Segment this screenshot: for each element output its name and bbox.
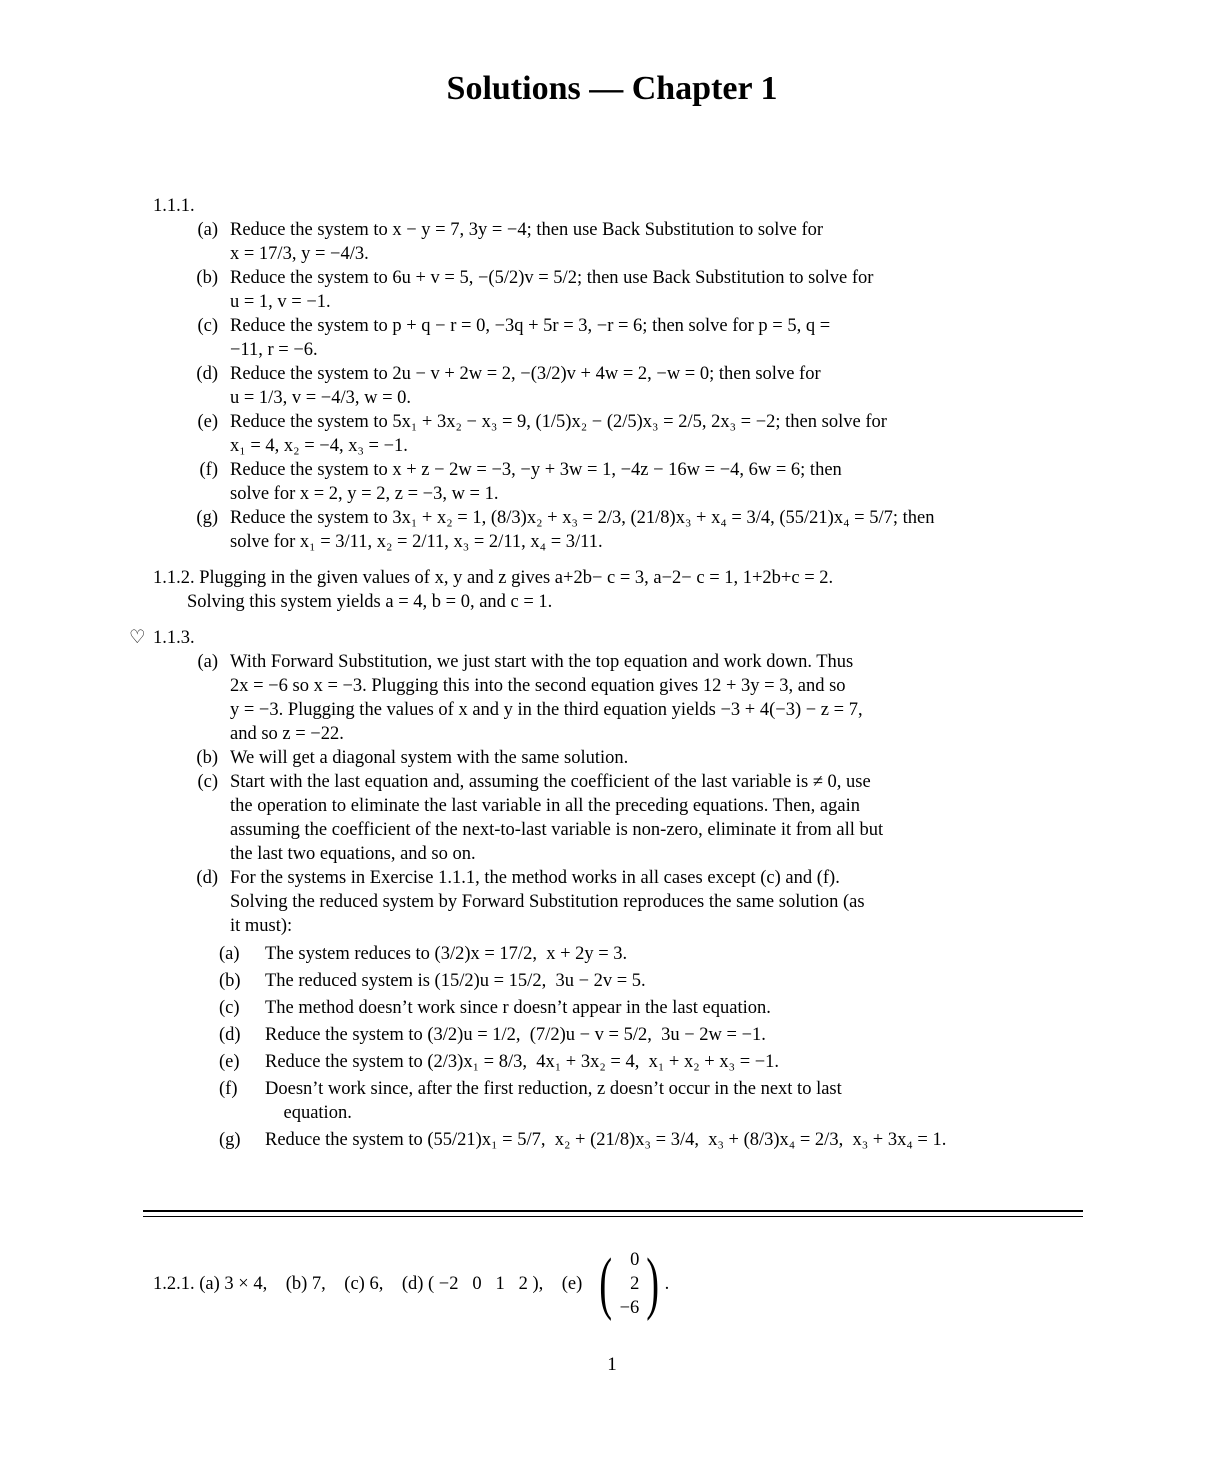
item-text (218, 314, 1083, 362)
exercise-label: 1.1.3. (153, 628, 195, 648)
sub-item (219, 1128, 1083, 1152)
sub-item (219, 1023, 1083, 1047)
item-line: Reduce the system to 6u + v = 5, −(5/2)v = 5/2; then use Back Substitution to solve for (230, 268, 874, 288)
item-line: For the systems in Exercise 1.1.1, the method works in all cases except (c) and (f). (230, 868, 840, 888)
item-line: 2x = −6 so x = −3. Plugging this into the second equation gives 12 + 3y = 3, and so (230, 676, 846, 696)
sub-item-line: Reduce the system to (2/3)x₁ = 8/3, 4x₁ + 3x₂ = 4, x₁ + x₂ + x₃ = −1. (265, 1052, 780, 1072)
exercise-1-1-3 (129, 626, 1083, 1152)
item-text (218, 458, 1083, 506)
section-divider (143, 1210, 1083, 1217)
sentence-end: . (664, 1273, 670, 1294)
item-line: Reduce the system to p + q − r = 0, −3q + 5r = 3, −r = 6; then solve for p = 5, q = (230, 316, 831, 336)
vector-entry: −6 (619, 1298, 640, 1318)
sub-item-text (265, 942, 1083, 966)
sub-item-label: (g) (219, 1130, 241, 1150)
item-text (218, 410, 1083, 458)
list-item (153, 746, 1083, 770)
list-item (153, 218, 1083, 266)
item-label: (b) (196, 748, 218, 768)
list-item (153, 866, 1083, 938)
item-text (218, 770, 1083, 866)
exercise-1-2-1 (153, 1245, 1083, 1322)
item-text (218, 362, 1083, 410)
item-label: (a) (197, 652, 218, 672)
item-line-cont: u = 1, v = −1. (230, 292, 331, 312)
item-line-cont: x = 17/3, y = −4/3. (230, 244, 369, 264)
item-line: We will get a diagonal system with the same solution. (230, 748, 629, 768)
right-paren: ) (646, 1245, 660, 1322)
sub-item-text (265, 1050, 1083, 1074)
exercise-label: 1.1.1. (153, 196, 195, 216)
item-label: (e) (197, 412, 218, 432)
item-line: Reduce the system to x − y = 7, 3y = −4; then use Back Substitution to solve for (230, 220, 824, 240)
sub-item-text (265, 1128, 1083, 1152)
item-label: (a) (197, 220, 218, 240)
item-text (218, 218, 1083, 266)
item-line: Reduce the system to x + z − 2w = −3, −y + 3w = 1, −4z − 16w = −4, 6w = 6; then (230, 460, 842, 480)
item-line: the operation to eliminate the last variable in all the preceding equations. Then, again (230, 796, 860, 816)
sub-item-text (265, 1023, 1083, 1047)
list-item (153, 770, 1083, 866)
sub-item-line: Doesn’t work since, after the first reduction, z doesn’t occur in the next to last (265, 1079, 842, 1099)
exercise-1-1-1 (153, 194, 1083, 554)
item-label: (d) (196, 364, 218, 384)
item-line: y = −3. Plugging the values of x and y in the third equation yields −3 + 4(−3) − z = 7, (230, 700, 863, 720)
solutions-body (129, 194, 1083, 1156)
list-item (153, 266, 1083, 314)
list-item (153, 458, 1083, 506)
item-text (218, 866, 1083, 938)
list-item (153, 362, 1083, 410)
sub-item-label: (a) (219, 944, 240, 964)
sub-item (219, 1077, 1083, 1125)
list-item (153, 506, 1083, 554)
item-label: (c) (197, 316, 218, 336)
sub-item-line: equation. (265, 1103, 352, 1123)
page-number: 1 (607, 1354, 617, 1375)
exercise-text-cont: Solving this system yields a = 4, b = 0, and c = 1. (187, 592, 553, 612)
vector-entry: 0 (630, 1250, 640, 1270)
exercise-text: 1.2.1. (a) 3 × 4, (b) 7, (c) 6, (d) ( −2 0 1 2 ), (e) (153, 1273, 583, 1294)
sub-item-label: (d) (219, 1025, 241, 1045)
vector-entry: 2 (630, 1274, 640, 1294)
sub-item-label: (e) (219, 1052, 240, 1072)
item-text (218, 650, 1083, 746)
sub-item-label: (c) (219, 998, 240, 1018)
sub-item-line: The system reduces to (3/2)x = 17/2, x + 2y = 3. (265, 944, 628, 964)
item-line: it must): (230, 916, 293, 936)
item-line: Solving the reduced system by Forward Substitution reproduces the same solution (as (230, 892, 865, 912)
item-line-cont: x₁ = 4, x₂ = −4, x₃ = −1. (230, 436, 408, 456)
item-line: Reduce the system to 2u − v + 2w = 2, −(3/2)v + 4w = 2, −w = 0; then solve for (230, 364, 821, 384)
item-line: Start with the last equation and, assuming the coefficient of the last variable is ≠ 0, use (230, 772, 871, 792)
sub-item-text (265, 969, 1083, 993)
sub-item (219, 996, 1083, 1020)
item-text (218, 506, 1083, 554)
item-label: (c) (197, 772, 218, 792)
sub-item-line: Reduce the system to (55/21)x₁ = 5/7, x₂ + (21/8)x₃ = 3/4, x₃ + (8/3)x₄ = 2/3, x₃ + 3x₄ = 1. (265, 1130, 947, 1150)
item-line: Reduce the system to 3x₁ + x₂ = 1, (8/3)x₂ + x₃ = 2/3, (21/8)x₃ + x₄ = 3/4, (55/21)x₄ = 5/7; then (230, 508, 935, 528)
exercise-1-1-2 (153, 566, 1083, 614)
sub-item-line: Reduce the system to (3/2)u = 1/2, (7/2)u − v = 5/2, 3u − 2w = −1. (265, 1025, 766, 1045)
sub-item (219, 969, 1083, 993)
sub-item-text (265, 996, 1083, 1020)
item-text (218, 746, 1083, 770)
item-line: Reduce the system to 5x₁ + 3x₂ − x₃ = 9, (1/5)x₂ − (2/5)x₃ = 2/5, 2x₃ = −2; then solve for (230, 412, 887, 432)
list-item (153, 650, 1083, 746)
heart-icon: ♡ (129, 628, 146, 648)
item-line-cont: solve for x = 2, y = 2, z = −3, w = 1. (230, 484, 499, 504)
item-label: (f) (199, 460, 218, 480)
page-title: Solutions — Chapter 1 (446, 70, 778, 107)
left-paren: ( (599, 1245, 613, 1322)
item-line-cont: u = 1/3, v = −4/3, w = 0. (230, 388, 411, 408)
sub-item-line: The reduced system is (15/2)u = 15/2, 3u − 2v = 5. (265, 971, 646, 991)
item-line-cont: solve for x₁ = 3/11, x₂ = 2/11, x₃ = 2/11, x₄ = 3/11. (230, 532, 603, 552)
item-line: and so z = −22. (230, 724, 344, 744)
sub-item-label: (f) (219, 1079, 238, 1099)
item-line: the last two equations, and so on. (230, 844, 476, 864)
column-vector (594, 1245, 664, 1322)
item-label: (d) (196, 868, 218, 888)
list-item (153, 314, 1083, 362)
item-line: With Forward Substitution, we just start with the top equation and work down. Thus (230, 652, 854, 672)
item-text (218, 266, 1083, 314)
item-label: (b) (196, 268, 218, 288)
item-line-cont: −11, r = −6. (230, 340, 318, 360)
sub-item-line: The method doesn’t work since r doesn’t appear in the last equation. (265, 998, 771, 1018)
list-item (153, 410, 1083, 458)
sub-item (219, 942, 1083, 966)
item-label: (g) (196, 508, 218, 528)
sub-item-label: (b) (219, 971, 241, 991)
exercise-text: 1.1.2. Plugging in the given values of x, y and z gives a+2b− c = 3, a−2− c = 1, 1+2b+c = 2. (153, 568, 834, 588)
sub-item-text (265, 1077, 1083, 1125)
sub-item (219, 1050, 1083, 1074)
item-line: assuming the coefficient of the next-to-last variable is non-zero, eliminate it from all but (230, 820, 884, 840)
